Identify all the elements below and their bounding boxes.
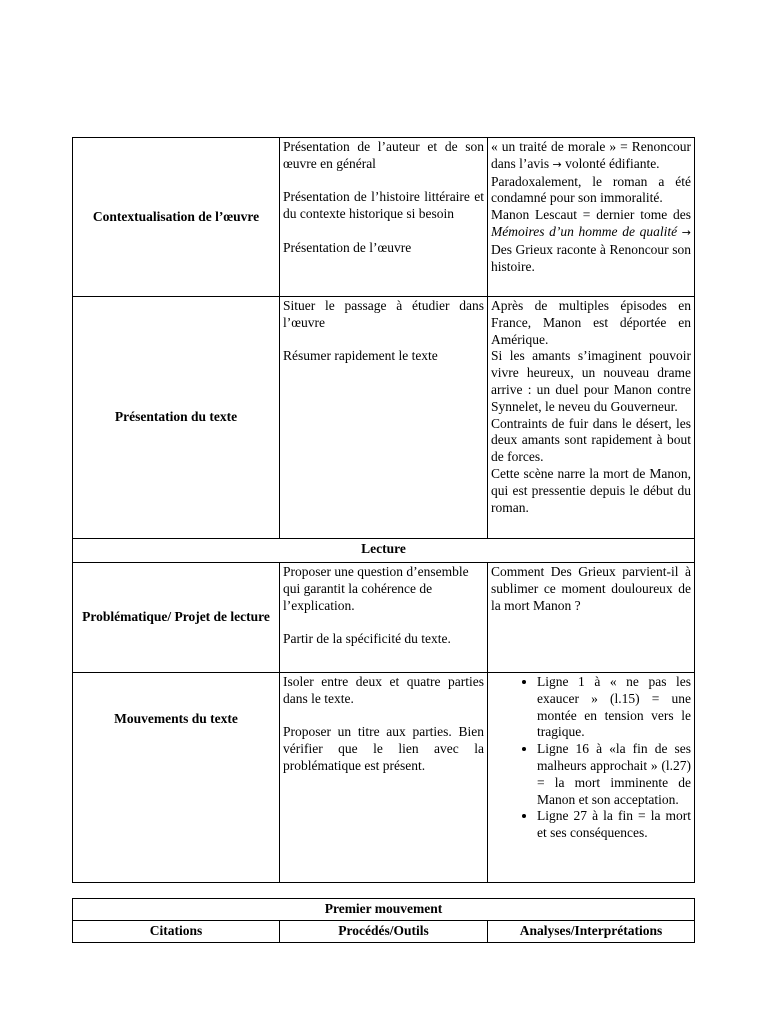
instruction: Partir de la spécificité du texte. [282, 631, 451, 647]
instruction: Présentation de l’histoire littéraire et du contexte historique si besoin [282, 189, 484, 222]
answer-line: Si les amants s’imaginent pouvoir vivre heureux, un nouveau drame arrive : un duel pour Manon contre Synnelet, le neveu du Gouverneur. [491, 348, 691, 414]
answer-line: Comment Des Grieux parvient-il à sublimer ce moment douloureux de la mort Manon ? [491, 564, 691, 613]
row-contextualisation [73, 138, 695, 297]
list-item: • Ligne 27 à la fin = la mort et ses conséquences. [537, 808, 691, 842]
row-problematique [73, 563, 695, 673]
explication-table [72, 137, 695, 883]
column-header-analyses: Analyses/Interprétations [488, 920, 695, 942]
answer-line: Contraints de fuir dans le désert, les deux amants sont rapidement à bout de forces. [491, 415, 691, 465]
row-mouvements [73, 673, 695, 883]
answer-line: Manon Lescaut = dernier tome des Mémoires d’un homme de qualité → Des Grieux raconte à Renoncour son histoire. [491, 207, 691, 274]
movements-list [491, 674, 691, 842]
section-header: Lecture [73, 539, 695, 563]
row-label: Mouvements du texte [73, 673, 280, 883]
answer-line: Paradoxalement, le roman a été condamné pour son immoralité. [491, 173, 691, 206]
instruction: Situer le passage à étudier dans l’œuvre [282, 298, 484, 330]
answer-cell [488, 673, 695, 883]
movement-title-row [73, 899, 695, 921]
book-title: Mémoires d’un homme de qualité [491, 223, 678, 239]
instructions-cell [279, 297, 487, 539]
instructions-cell [279, 673, 487, 883]
instructions-cell [279, 563, 487, 673]
list-item: • Ligne 1 à « ne pas les exaucer » (l.15) = une montée en tension vers le tragique. [537, 674, 691, 741]
answer-line: Cette scène narre la mort de Manon, qui est pressentie depuis le début du roman. [491, 465, 691, 515]
instruction: Isoler entre deux et quatre parties dans le texte. [282, 674, 484, 706]
answer-line: Après de multiples épisodes en France, Manon est déportée en Amérique. [491, 298, 691, 347]
instructions-cell [279, 138, 487, 297]
answer-cell [488, 563, 695, 673]
row-label: Problématique/ Projet de lecture [73, 563, 280, 673]
instruction: Proposer une question d’ensemble qui garantit la cohérence de l’explication. [282, 564, 469, 613]
instruction: Résumer rapidement le texte [282, 348, 438, 364]
answer-cell [488, 297, 695, 539]
answer-cell [488, 138, 695, 297]
arrow-icon: → [552, 157, 562, 171]
row-presentation [73, 297, 695, 539]
row-label: Contextualisation de l’œuvre [73, 138, 280, 297]
movement-table [72, 898, 695, 943]
movement-title: Premier mouvement [73, 899, 695, 921]
answer-line: « un traité de morale » = Renoncour dans l’avis → volonté édifiante. [491, 139, 691, 171]
column-header-procedes: Procédés/Outils [279, 920, 487, 942]
row-lecture [73, 539, 695, 563]
list-item: • Ligne 16 à «la fin de ses malheurs approchait » (l.27) = la mort imminente de Manon et son acceptation. [537, 741, 691, 808]
instruction: Présentation de l’auteur et de son œuvre en général [282, 139, 484, 171]
arrow-icon: → [681, 225, 691, 239]
column-header-citations: Citations [73, 920, 280, 942]
instruction: Proposer un titre aux parties. Bien vérifier que le lien avec la problématique est présent. [282, 724, 484, 773]
row-label: Présentation du texte [73, 297, 280, 539]
movement-header-row [73, 920, 695, 942]
instruction: Présentation de l’œuvre [282, 239, 412, 255]
